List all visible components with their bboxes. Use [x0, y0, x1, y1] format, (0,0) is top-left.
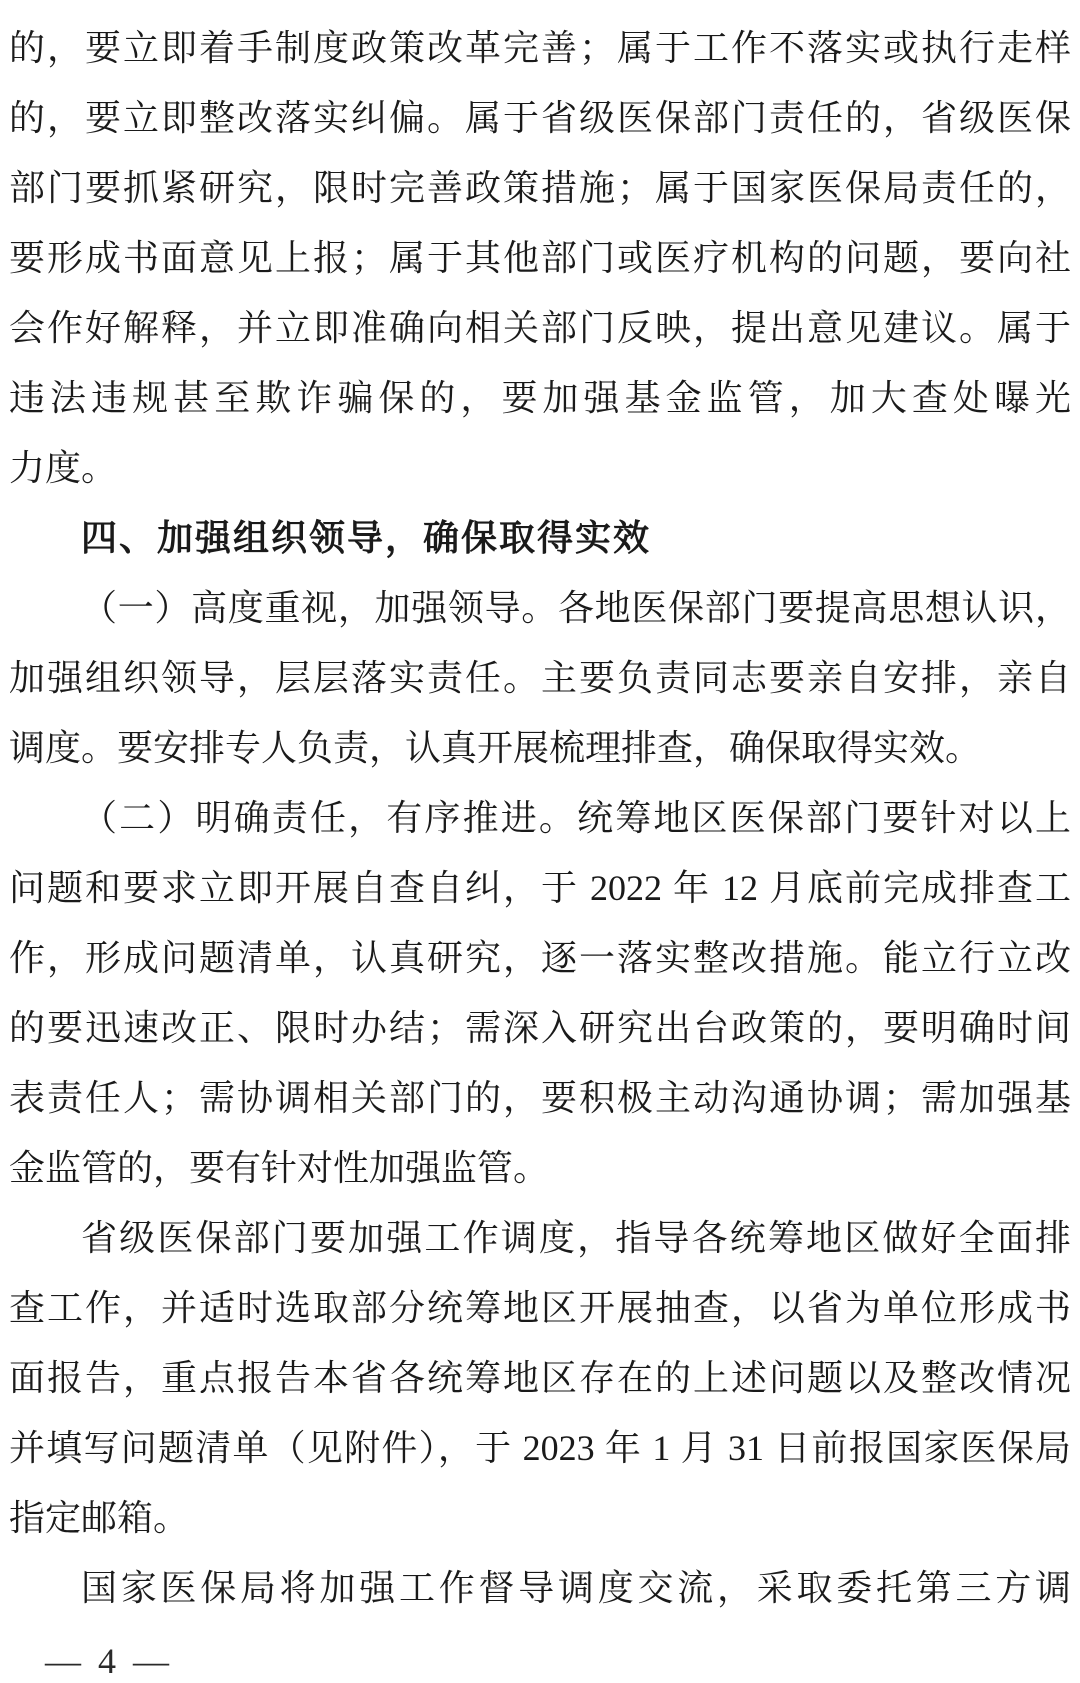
text-line: 表责任人；需协调相关部门的，要积极主动沟通协调；需加强基	[9, 1078, 1071, 1118]
paragraph-continuation	[9, 13, 1071, 503]
page-number: — 4 —	[45, 1641, 173, 1681]
text-line: 金监管的，要有针对性加强监管。	[9, 1148, 550, 1188]
text-line: （一）高度重视，加强领导。各地医保部门要提高思想认识，	[81, 588, 1071, 628]
text-line: 国家医保局将加强工作督导调度交流，采取委托第三方调	[81, 1568, 1071, 1608]
paragraph-2	[9, 783, 1071, 1203]
text-line: 部门要抓紧研究，限时完善政策措施；属于国家医保局责任的，	[9, 168, 1071, 208]
paragraph-4	[9, 1553, 1071, 1623]
text-line: 加强组织领导，层层落实责任。主要负责同志要亲自安排，亲自	[9, 658, 1071, 698]
text-line: （二）明确责任，有序推进。统筹地区医保部门要针对以上	[81, 798, 1071, 838]
text-line: 并填写问题清单（见附件），于 2023 年 1 月 31 日前报国家医保局	[9, 1428, 1071, 1468]
text-line: 查工作，并适时选取部分统筹地区开展抽查，以省为单位形成书	[9, 1288, 1071, 1328]
paragraph-1	[9, 573, 1071, 783]
text-line: 面报告，重点报告本省各统筹地区存在的上述问题以及整改情况	[9, 1358, 1071, 1398]
paragraph-3	[9, 1203, 1071, 1553]
text-line: 作，形成问题清单，认真研究，逐一落实整改措施。能立行立改	[9, 938, 1071, 978]
text-line: 调度。要安排专人负责，认真开展梳理排查，确保取得实效。	[9, 728, 982, 768]
text-line: 会作好解释，并立即准确向相关部门反映，提出意见建议。属于	[9, 308, 1071, 348]
text-line: 的，要立即着手制度政策改革完善；属于工作不落实或执行走样	[9, 28, 1071, 68]
text-line: 指定邮箱。	[9, 1498, 190, 1538]
section-heading: 四、加强组织领导，确保取得实效	[81, 517, 652, 558]
text-line: 违法违规甚至欺诈骗保的，要加强基金监管，加大查处曝光	[9, 378, 1071, 418]
text-line: 要形成书面意见上报；属于其他部门或医疗机构的问题，要向社	[9, 238, 1071, 278]
text-line: 的，要立即整改落实纠偏。属于省级医保部门责任的，省级医保	[9, 98, 1071, 138]
text-line: 的要迅速改正、限时办结；需深入研究出台政策的，要明确时间	[9, 1008, 1071, 1048]
text-line: 力度。	[9, 448, 118, 488]
text-line: 问题和要求立即开展自查自纠，于 2022 年 12 月底前完成排查工	[9, 868, 1071, 908]
text-line: 省级医保部门要加强工作调度，指导各统筹地区做好全面排	[81, 1218, 1071, 1258]
